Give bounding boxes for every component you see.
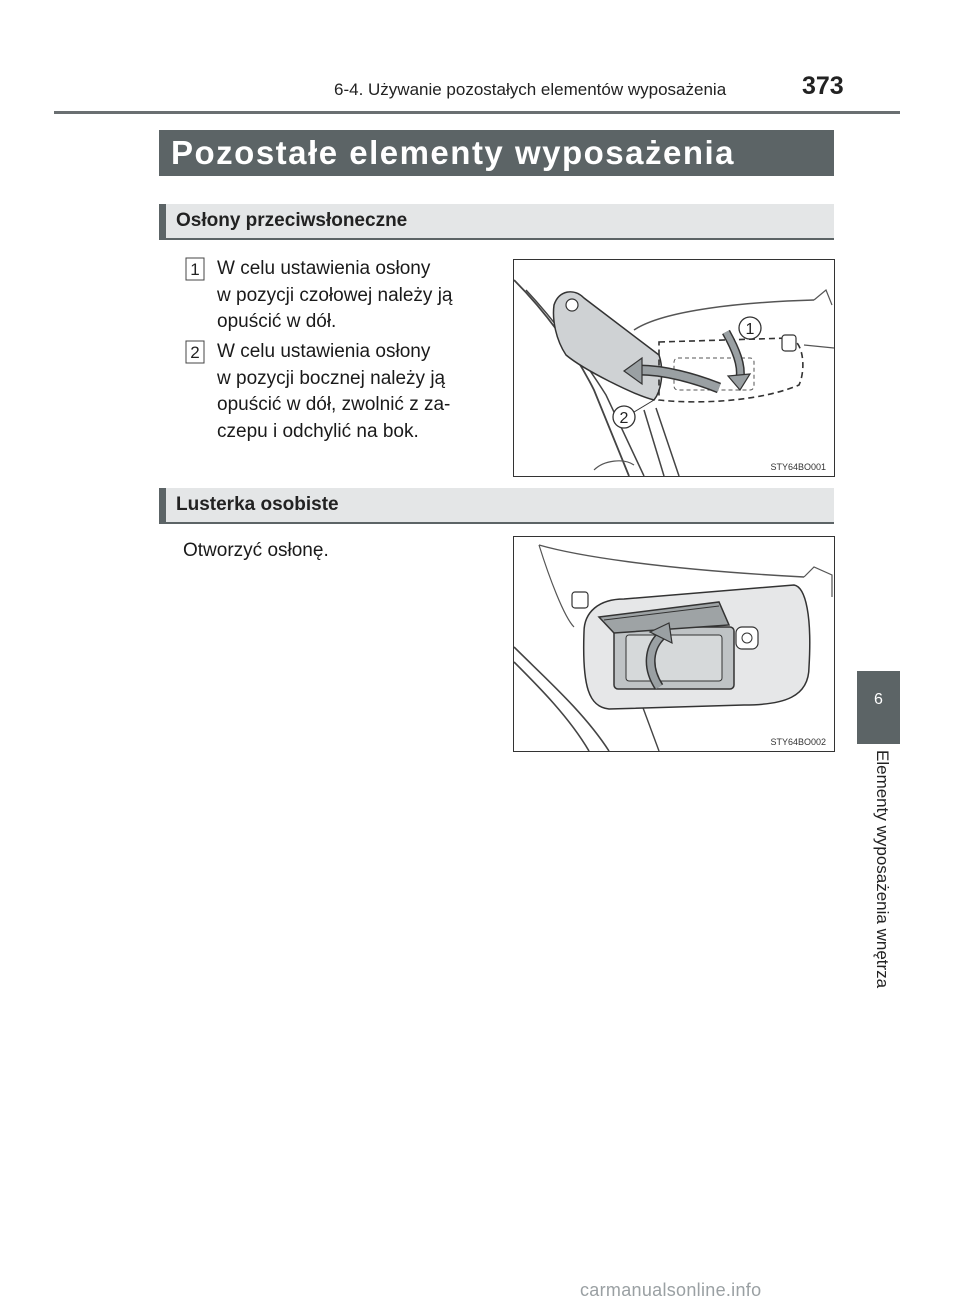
step-line: opuścić w dół, zwolnić z za- bbox=[217, 394, 451, 415]
subheading-accent bbox=[159, 488, 166, 522]
vanity-mirror-drawing-icon bbox=[514, 537, 834, 751]
step-text bbox=[217, 339, 507, 445]
header-divider bbox=[54, 111, 900, 114]
figure-code: STY64BO002 bbox=[770, 737, 826, 747]
watermark: carmanualsonline.info bbox=[580, 1280, 762, 1300]
figure-code: STY64BO001 bbox=[770, 462, 826, 472]
svg-text:2: 2 bbox=[190, 343, 200, 362]
callout-1-label: 1 bbox=[745, 321, 755, 338]
mirror-instruction: Otworzyć osłonę. bbox=[183, 540, 329, 561]
subheading-label: Lusterka osobiste bbox=[176, 494, 339, 515]
subheading-label: Osłony przeciwsłoneczne bbox=[176, 210, 408, 231]
sunvisor-illustration bbox=[513, 259, 835, 477]
page-number: 373 bbox=[802, 72, 844, 100]
step-line: w pozycji czołowej należy ją bbox=[217, 284, 453, 306]
step-line: czepu i odchylić na bok. bbox=[217, 420, 419, 442]
subheading-sunvisors bbox=[159, 204, 834, 240]
chapter-tab: 6 bbox=[857, 671, 900, 744]
step-line: W celu ustawienia osłony bbox=[217, 258, 431, 279]
section-title: Pozostałe elementy wyposażenia bbox=[159, 130, 834, 176]
sunvisor-drawing-icon bbox=[514, 260, 834, 476]
step-text bbox=[217, 256, 507, 336]
chapter-header: 6-4. Używanie pozostałych elementów wyposażenia bbox=[334, 80, 727, 99]
chapter-tab-label: Elementy wyposażenia wnętrza bbox=[873, 750, 892, 989]
svg-text:1: 1 bbox=[190, 260, 200, 279]
subheading-accent bbox=[159, 204, 166, 238]
subheading-mirrors bbox=[159, 488, 834, 524]
step-number-1-icon bbox=[185, 257, 205, 281]
step-line: w pozycji bocznej należy ją bbox=[217, 367, 446, 389]
callout-2-label: 2 bbox=[619, 410, 629, 427]
step-number-2-icon bbox=[185, 340, 205, 364]
step-line: W celu ustawienia osłony bbox=[217, 341, 431, 362]
vanity-mirror-illustration bbox=[513, 536, 835, 752]
step-line: opuścić w dół. bbox=[217, 311, 337, 332]
